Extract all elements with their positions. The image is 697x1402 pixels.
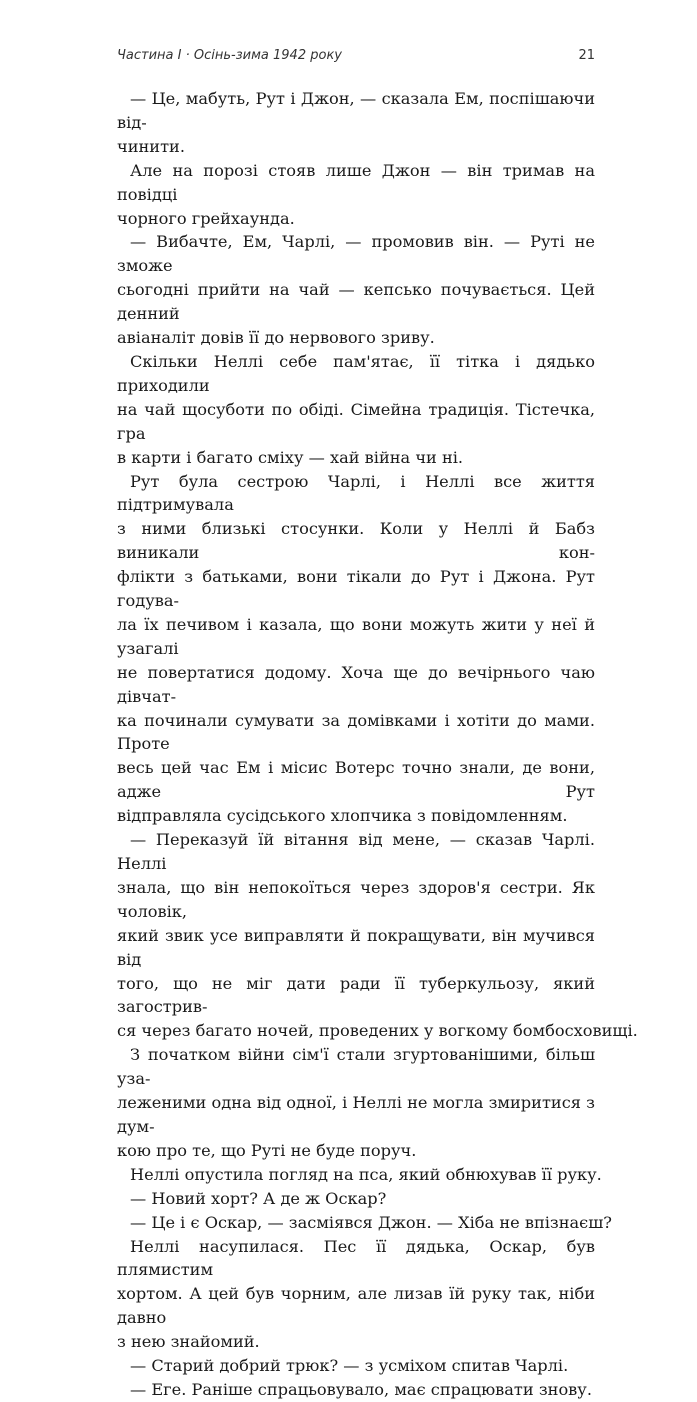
text-line: весь цей час Ем і місис Вотерс точно знали, де вони, адже Рут: [117, 758, 595, 802]
text-line: хортом. А цей був чорним, але лизав їй руку так, ніби давно: [117, 1284, 595, 1328]
text-line: кою про те, що Руті не буде поруч.: [117, 1140, 417, 1160]
text-line: — Вибачте, Ем, Чарлі, — промовив він. — Руті не зможе: [117, 232, 595, 276]
text-line: знала, що він непокоїться через здоров'я сестри. Як чоловік,: [117, 877, 595, 921]
part-label: Частина I: [117, 48, 182, 63]
text-line: сьогодні прийти на чай — кепсько почувається. Цей денний: [117, 280, 595, 324]
text-line: ся через багато ночей, проведених у вогкому бомбосховищі.: [117, 1021, 638, 1041]
text-line: флікти з батьками, вони тікали до Рут і Джона. Рут годува-: [117, 567, 595, 611]
text-line: авіаналіт довів її до нервового зриву.: [117, 328, 435, 348]
text-line: з нею знайомий.: [117, 1332, 260, 1352]
page-number: 21: [578, 48, 595, 63]
text-line: з ними близькі стосунки. Коли у Неллі й Бабз виникали кон-: [117, 519, 595, 563]
text-line: в карти і багато сміху — хай війна чи ні.: [117, 447, 464, 467]
text-line: Скільки Неллі себе пам'ятає, її тітка і дядько приходили: [117, 351, 595, 395]
text-line: ка починали сумувати за домівками і хотіти до мами. Проте: [117, 710, 595, 754]
body-text: [117, 87, 638, 1402]
text-line: на чай щосуботи по обіді. Сімейна традиція. Тістечка, гра: [117, 399, 595, 443]
text-line: відправляла сусідського хлопчика з повідомленням.: [117, 806, 568, 826]
text-line: того, що не міг дати ради її туберкульозу, який загострив-: [117, 973, 595, 1017]
section-label: Осінь-зима 1942 року: [193, 48, 342, 63]
text-line: З початком війни сім'ї стали згуртованішими, більш уза-: [117, 1045, 595, 1089]
text-line: Рут була сестрою Чарлі, і Неллі все життя підтримувала: [117, 471, 595, 515]
text-line: — Еге. Раніше спрацьовувало, має спрацювати знову.: [130, 1379, 592, 1399]
text-line: — Переказуй їй вітання від мене, — сказав Чарлі. Неллі: [117, 830, 595, 873]
text-line: — Це, мабуть, Рут і Джон, — сказала Ем, поспішаючи від-: [117, 89, 595, 132]
text-line: не повертатися додому. Хоча ще до вечірнього чаю дівчат-: [117, 662, 595, 706]
text-line: який звик усе виправляти й покращувати, він мучився від: [117, 925, 595, 969]
text-line: чинити.: [117, 136, 185, 156]
header-separator: ·: [185, 48, 190, 63]
text-line: — Новий хорт? А де ж Оскар?: [130, 1188, 387, 1208]
text-line: — Старий добрий трюк? — з усміхом спитав Чарлі.: [130, 1356, 569, 1376]
running-header: [117, 48, 595, 63]
text-line: ла їх печивом і казала, що вони можуть жити у неї й узагалі: [117, 614, 595, 658]
text-line: леженими одна від одної, і Неллі не могла змиритися з дум-: [117, 1093, 595, 1136]
text-line: Але на порозі стояв лише Джон — він тримав на повідці: [117, 160, 595, 204]
running-title: [117, 48, 342, 63]
text-line: Неллі насупилася. Пес її дядька, Оскар, був плямистим: [117, 1236, 595, 1280]
text-line: чорного грейхаунда.: [117, 208, 295, 228]
text-line: Неллі опустила погляд на пса, який обнюхував її руку.: [130, 1164, 602, 1184]
text-line: — Це і є Оскар, — засміявся Джон. — Хіба не впізнаєш?: [130, 1212, 612, 1232]
